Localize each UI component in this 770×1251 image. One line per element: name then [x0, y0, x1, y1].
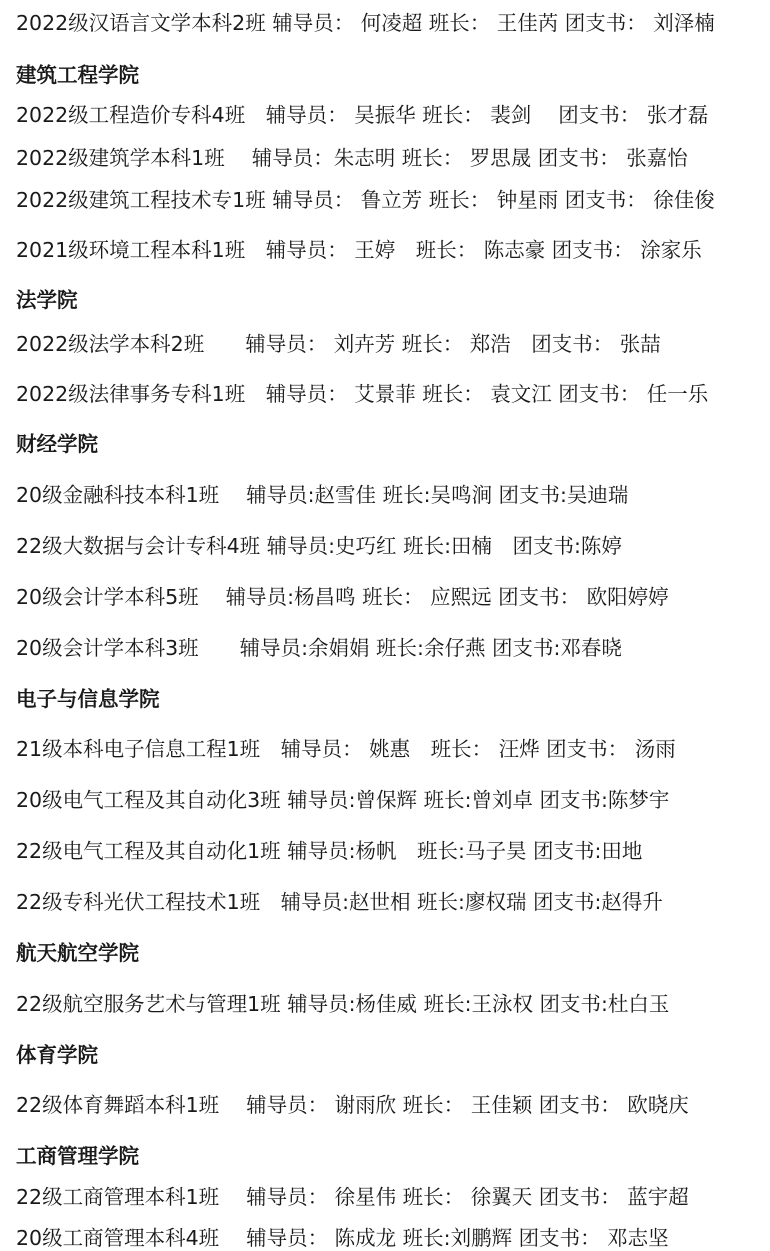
- roster-line: 20级会计学本科5班 辅导员:杨昌鸣 班长： 应熙远 团支书： 欧阳婷婷: [16, 585, 669, 609]
- roster-line: 2022级建筑工程技术专1班 辅导员： 鲁立芳 班长： 钟星雨 团支书： 徐佳俊: [16, 188, 715, 212]
- section-heading: 建筑工程学院: [16, 63, 139, 87]
- section-heading: 体育学院: [16, 1043, 98, 1067]
- roster-line: 2022级汉语言文学本科2班 辅导员： 何凌超 班长： 王佳芮 团支书： 刘泽楠: [16, 11, 715, 35]
- roster-line: 2022级法学本科2班 辅导员： 刘卉芳 班长： 郑浩 团支书： 张喆: [16, 332, 661, 356]
- roster-line: 22级航空服务艺术与管理1班 辅导员:杨佳威 班长:王泳权 团支书:杜白玉: [16, 992, 670, 1016]
- roster-line: 22级工商管理本科1班 辅导员： 徐星伟 班长： 徐翼天 团支书： 蓝宇超: [16, 1185, 689, 1209]
- roster-line: 2022级法律事务专科1班 辅导员： 艾景菲 班长： 袁文江 团支书： 任一乐: [16, 382, 709, 406]
- section-heading: 法学院: [16, 288, 78, 312]
- roster-line: 20级会计学本科3班 辅导员:余娟娟 班长:余仔燕 团支书:邓春晓: [16, 636, 622, 660]
- section-heading: 电子与信息学院: [16, 687, 160, 711]
- roster-line: 20级金融科技本科1班 辅导员:赵雪佳 班长:吴鸣涧 团支书:吴迪瑞: [16, 483, 629, 507]
- roster-line: 21级本科电子信息工程1班 辅导员： 姚惠 班长： 汪烨 团支书： 汤雨: [16, 737, 676, 761]
- roster-line: 20级电气工程及其自动化3班 辅导员:曾保辉 班长:曾刘卓 团支书:陈梦宇: [16, 788, 670, 812]
- section-heading: 航天航空学院: [16, 941, 139, 965]
- roster-line: 2022级工程造价专科4班 辅导员： 吴振华 班长： 裴剑 团支书： 张才磊: [16, 103, 709, 127]
- roster-line: 22级体育舞蹈本科1班 辅导员： 谢雨欣 班长： 王佳颖 团支书： 欧晓庆: [16, 1093, 689, 1117]
- roster-line: 2021级环境工程本科1班 辅导员： 王婷 班长： 陈志豪 团支书： 涂家乐: [16, 238, 702, 262]
- roster-line: 22级专科光伏工程技术1班 辅导员:赵世相 班长:廖权瑞 团支书:赵得升: [16, 890, 663, 914]
- roster-line: 2022级建筑学本科1班 辅导员：朱志明 班长： 罗思晟 团支书： 张嘉怡: [16, 146, 688, 170]
- roster-line: 22级电气工程及其自动化1班 辅导员:杨帆 班长:马子昊 团支书:田地: [16, 839, 643, 863]
- roster-line: 20级工商管理本科4班 辅导员： 陈成龙 班长:刘鹏辉 团支书： 邓志坚: [16, 1226, 669, 1250]
- section-heading: 财经学院: [16, 432, 98, 456]
- roster-line: 22级大数据与会计专科4班 辅导员:史巧红 班长:田楠 团支书:陈婷: [16, 534, 622, 558]
- section-heading: 工商管理学院: [16, 1144, 139, 1168]
